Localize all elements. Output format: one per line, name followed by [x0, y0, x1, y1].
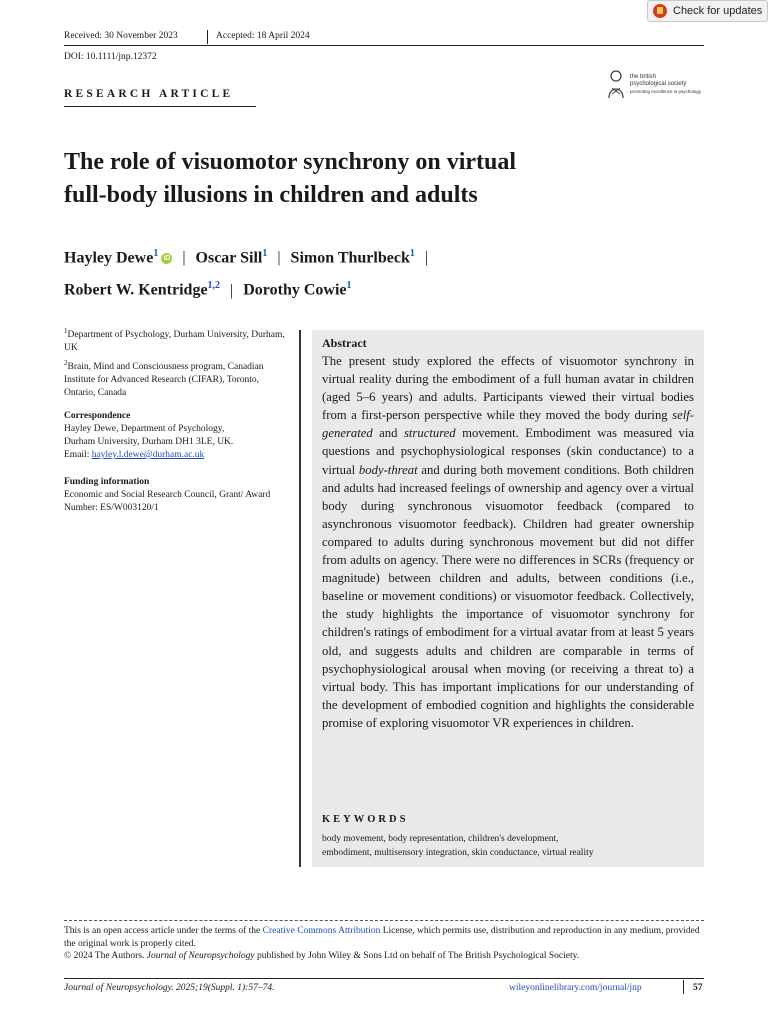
footer-rule	[64, 978, 704, 979]
affil-sup: 2	[64, 359, 68, 367]
journal-citation: Journal of Neuropsychology. 2025;19(Suppl. 1):57–74.	[64, 983, 275, 993]
affiliation-1	[64, 325, 289, 355]
author-separator: |	[277, 249, 281, 267]
author-affil-sup[interactable]: 1	[262, 248, 268, 259]
page-number: 57	[693, 983, 703, 993]
logo-line-1: the british	[630, 74, 657, 80]
affil-text: Department of Psychology, Durham University, Durham, UK	[64, 330, 285, 354]
article-title	[64, 146, 664, 212]
author-affil-sup[interactable]: 1	[346, 280, 352, 292]
email-link[interactable]: hayley.l.dewe@durham.ac.uk	[91, 450, 205, 460]
affil-sup: 1	[64, 327, 68, 335]
abstract-part: The present study explored the effects of visuomotor synchrony in virtual reality during the embodiment of a full human avatar in children (aged 5–6 years) and adults. Participants viewed their virtual bodies from a first-person perspective while they moved the body during	[322, 354, 694, 423]
cc-license-link[interactable]: Creative Commons Attribution	[262, 926, 381, 936]
author-separator: |	[182, 249, 186, 267]
bps-mark-icon	[605, 68, 627, 100]
title-line-1: The role of visuomotor synchrony on virtual	[64, 149, 517, 175]
abstract-emphasis: structured	[403, 426, 456, 441]
license-text: This is an open access article under the terms of the	[64, 926, 263, 936]
funding	[64, 476, 289, 515]
section-label: RESEARCH ARTICLE	[64, 88, 234, 100]
author-name[interactable]: Oscar Sill	[195, 249, 263, 267]
abstract-heading: Abstract	[322, 336, 367, 350]
header-rule	[64, 45, 704, 46]
author-affil-sup[interactable]: 1,2	[207, 280, 221, 292]
correspondence-line1: Hayley Dewe, Department of Psychology,	[64, 424, 225, 434]
author-name[interactable]: Robert W. Kentridge	[64, 281, 208, 299]
copyright-text: published by John Wiley & Sons Ltd on behalf of The British Psychological Society.	[254, 951, 580, 961]
abstract-part: and	[372, 426, 404, 441]
title-line-2: full-body illusions in children and adults	[64, 182, 478, 208]
correspondence-line2: Durham University, Durham DH1 3LE, UK.	[64, 437, 234, 447]
author-name[interactable]: Dorothy Cowie	[243, 281, 347, 299]
abstract-rule	[299, 330, 301, 867]
orcid-icon[interactable]: iD	[163, 255, 171, 263]
copyright-text: © 2024 The Authors.	[64, 951, 147, 961]
author-list	[64, 240, 664, 305]
keywords-heading: KEYWORDS	[322, 814, 409, 825]
author-separator: |	[424, 249, 429, 267]
email-label: Email:	[64, 450, 92, 460]
footer-dotted-rule	[64, 920, 704, 921]
received-date: Received: 30 November 2023	[64, 31, 178, 41]
keywords-line: body movement, body representation, children's development,	[322, 834, 559, 844]
bps-logo	[605, 68, 705, 102]
funding-text: Economic and Social Research Council, Grant/ Award Number: ES/W003120/1	[64, 490, 271, 513]
bookmark-icon	[653, 4, 667, 18]
correspondence-heading: Correspondence	[64, 411, 131, 421]
header-divider	[207, 30, 208, 44]
license-text: License, which permits use, distribution and reproduction in any medium, provided the original work is properly cited.	[64, 926, 700, 949]
abstract-emphasis: body-threat	[358, 462, 418, 477]
doi: DOI: 10.1111/jnp.12372	[64, 52, 157, 62]
keywords-line: embodiment, multisensory integration, skin conductance, virtual reality	[322, 848, 594, 858]
author-affil-sup[interactable]: 1	[153, 248, 159, 259]
journal-url-link[interactable]: wileyonlinelibrary.com/journal/jnp	[509, 983, 642, 993]
abstract-emphasis: self-generated	[322, 408, 694, 441]
funding-heading: Funding information	[64, 477, 150, 487]
license-notice	[64, 925, 704, 963]
check-for-updates-label: Check for updates	[673, 5, 763, 17]
author-affil-sup[interactable]: 1	[409, 248, 415, 259]
author-separator: |	[230, 281, 234, 299]
accepted-date: Accepted: 18 April 2024	[216, 31, 310, 41]
affiliation-2	[64, 357, 289, 400]
section-underline	[64, 106, 256, 107]
author-name[interactable]: Simon Thurlbeck	[290, 249, 410, 267]
keywords-text	[322, 832, 697, 860]
logo-line-2: psychological society	[630, 81, 687, 87]
correspondence	[64, 410, 289, 462]
logo-line-3: promoting excellence in psychology	[630, 89, 702, 94]
abstract-text	[322, 352, 694, 732]
copyright-journal: Journal of Neuropsychology	[146, 951, 255, 961]
check-for-updates-button[interactable]	[647, 0, 768, 22]
author-name[interactable]: Hayley Dewe	[64, 249, 154, 267]
abstract-part: movement. Embodiment was measured via questions and psychophysiological responses (skin conductance) to a virtual	[322, 426, 694, 477]
page-divider	[683, 980, 684, 994]
affil-text: Brain, Mind and Consciousness program, Canadian Institute for Advanced Research (CIFAR), Toronto, Ontario, Canada	[64, 362, 264, 399]
abstract-part: and during both movement conditions. Both children and adults had increased feelings of ownership and agency over a virtual body during synchronous visuomotor feedback (compared to asynchronous visuomotor feedback). Children had greater ownership compared to adults during synchronous movement but did not differ from adults on agency. There were no differences in SCRs (frequency or magnitude) between children and adults, between conditions (i.e., baseline or movement conditions) or visuomotor feedback. Collectively, the study highlights the importance of visuomotor synchrony for children's ratings of embodiment for a virtual avatar from at least 5 years old, and suggests adults and children are comparable in terms of psychophysiological arousal when moving (or receiving a threat to) a virtual body. This has important implications for our understanding of the development of embodied cognition and highlights the considerable promise of exploring visuomotor VR experiences in children.	[322, 462, 694, 730]
